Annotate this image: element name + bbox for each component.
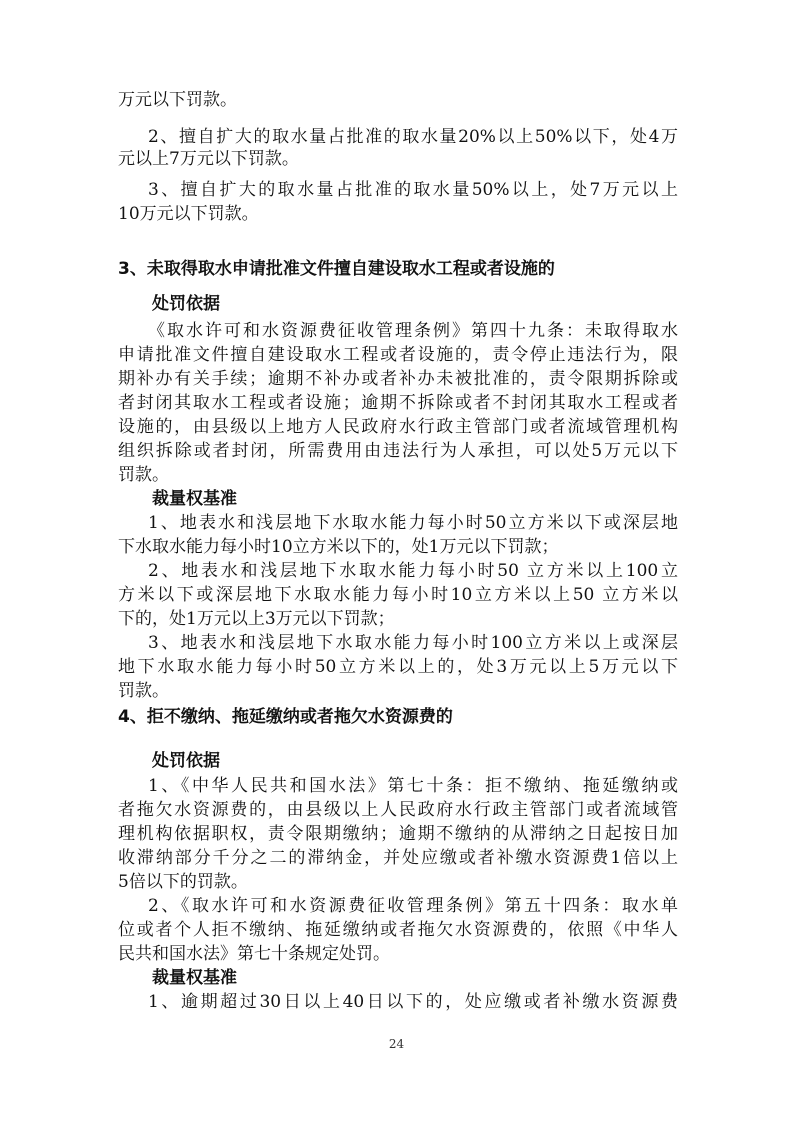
paragraph-line: 《取水许可和水资源费征收管理条例》第四十九条：未取得取水: [148, 321, 678, 341]
paragraph-line: 万元以下罚款。: [118, 90, 237, 110]
paragraph-line: 1、《中华人民共和国水法》第七十条：拒不缴纳、拖延缴纳或: [148, 776, 678, 796]
page-number: 24: [388, 1037, 405, 1051]
paragraph-line: 民共和国水法》第七十条规定处罚。: [118, 944, 390, 964]
paragraph-line: 者封闭其取水工程或者设施；逾期不拆除或者不封闭其取水工程或者: [118, 393, 678, 413]
paragraph-line: 1、逾期超过30日以上40日以下的，处应缴或者补缴水资源费: [148, 992, 678, 1012]
paragraph-line: 3、擅自扩大的取水量占批准的取水量50%以上，处7万元以上: [148, 180, 678, 200]
paragraph-line: 方米以下或深层地下水取水能力每小时10立方米以上50 立方米以: [118, 585, 678, 605]
paragraph-line: 3、地表水和浅层地下水取水能力每小时100立方米以上或深层: [148, 633, 678, 653]
paragraph-line: 理机构依据职权，责令限期缴纳；逾期不缴纳的从滞纳之日起按日加: [118, 824, 678, 844]
paragraph-line: 收滞纳部分千分之二的滞纳金，并处应缴或者补缴水资源费1倍以上: [118, 848, 678, 868]
paragraph-line: 2、地表水和浅层地下水取水能力每小时50 立方米以上100立: [148, 561, 678, 581]
standard-label: 裁量权基准: [152, 968, 237, 988]
paragraph-line: 1、地表水和浅层地下水取水能力每小时50立方米以下或深层地: [148, 513, 678, 533]
section-heading: 3、未取得取水申请批准文件擅自建设取水工程或者设施的: [118, 259, 555, 279]
section-heading: 4、拒不缴纳、拖延缴纳或者拖欠水资源费的: [118, 707, 453, 727]
paragraph-line: 位或者个人拒不缴纳、拖延缴纳或者拖欠水资源费的，依照《中华人: [118, 920, 678, 940]
paragraph-line: 申请批准文件擅自建设取水工程或者设施的，责令停止违法行为，限: [118, 345, 678, 365]
paragraph-line: 下水取水能力每小时10立方米以下的，处1万元以下罚款；: [118, 537, 559, 557]
paragraph-line: 元以上7万元以下罚款。: [118, 149, 299, 169]
paragraph-line: 罚款。: [118, 465, 169, 485]
paragraph-line: 2、擅自扩大的取水量占批准的取水量20%以上50%以下，处4万: [148, 127, 678, 147]
paragraph-line: 设施的，由县级以上地方人民政府水行政主管部门或者流域管理机构: [118, 417, 678, 437]
paragraph-line: 者拖欠水资源费的，由县级以上人民政府水行政主管部门或者流域管: [118, 800, 678, 820]
basis-label: 处罚依据: [152, 294, 220, 314]
basis-label: 处罚依据: [152, 751, 220, 771]
paragraph-line: 组织拆除或者封闭，所需费用由违法行为人承担，可以处5万元以下: [118, 441, 678, 461]
paragraph-line: 地下水取水能力每小时50立方米以上的，处3万元以上5万元以下: [118, 657, 678, 677]
paragraph-line: 期补办有关手续；逾期不补办或者补办未被批准的，责令限期拆除或: [118, 369, 678, 389]
paragraph-line: 下的，处1万元以上3万元以下罚款；: [118, 609, 395, 629]
standard-label: 裁量权基准: [152, 489, 237, 509]
paragraph-line: 10万元以下罚款。: [118, 204, 259, 224]
paragraph-line: 2、《取水许可和水资源费征收管理条例》第五十四条：取水单: [148, 896, 678, 916]
paragraph-line: 5倍以下的罚款。: [118, 872, 248, 892]
paragraph-line: 罚款。: [118, 681, 169, 701]
